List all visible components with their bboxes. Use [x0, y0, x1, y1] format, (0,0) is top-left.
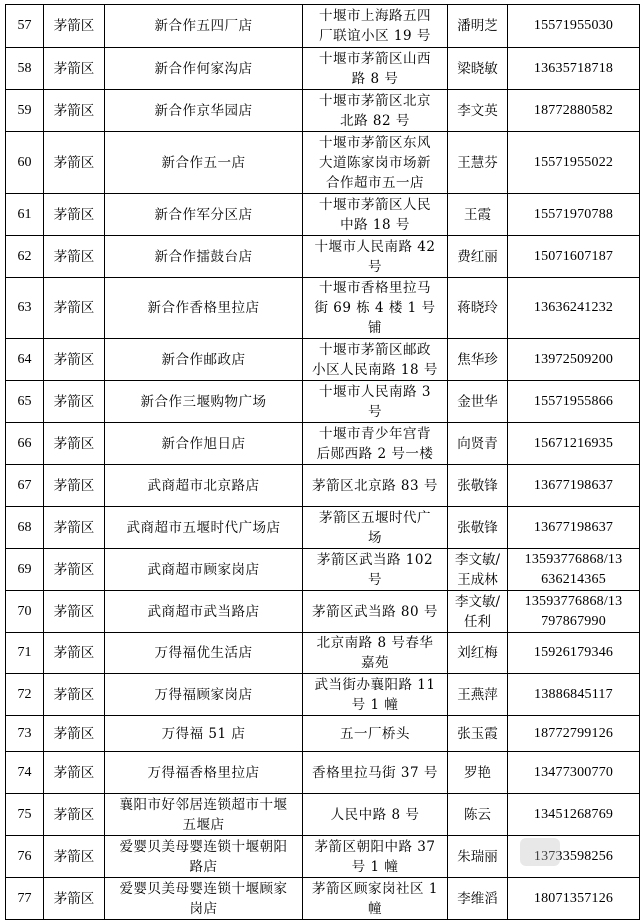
cell-contact: 王慧芬: [448, 132, 508, 194]
cell-no: 74: [6, 752, 44, 794]
cell-district: 茅箭区: [44, 339, 105, 381]
cell-store: 新合作擂鼓台店: [105, 236, 303, 278]
cell-phone: 13593776868/13 636214365: [508, 549, 640, 591]
cell-district: 茅箭区: [44, 752, 105, 794]
table-row: [6, 5, 640, 48]
cell-store: 万得福 51 店: [105, 716, 303, 752]
cell-no: 57: [6, 5, 44, 48]
cell-contact: 王霞: [448, 194, 508, 236]
cell-contact: 李文敏/ 任利: [448, 591, 508, 633]
cell-store: 万得福优生活店: [105, 633, 303, 674]
table-row: [6, 752, 640, 794]
cell-store: 万得福顾家岗店: [105, 674, 303, 716]
cell-store: 新合作何家沟店: [105, 48, 303, 90]
cell-phone: 15571955866: [508, 381, 640, 423]
cell-phone: 15671216935: [508, 423, 640, 465]
cell-contact: 陈云: [448, 794, 508, 836]
cell-phone: 18071357126: [508, 878, 640, 920]
cell-store: 新合作旭日店: [105, 423, 303, 465]
cell-no: 69: [6, 549, 44, 591]
cell-contact: 蒋晓玲: [448, 278, 508, 339]
cell-no: 70: [6, 591, 44, 633]
cell-no: 77: [6, 878, 44, 920]
cell-district: 茅箭区: [44, 716, 105, 752]
cell-district: 茅箭区: [44, 132, 105, 194]
cell-store: 新合作香格里拉店: [105, 278, 303, 339]
cell-phone: 13477300770: [508, 752, 640, 794]
table-row: [6, 278, 640, 339]
table-row: [6, 507, 640, 549]
cell-address: 十堰市上海路五四 厂联谊小区 19 号: [303, 5, 448, 48]
cell-phone: 13451268769: [508, 794, 640, 836]
cell-store: 新合作五四厂店: [105, 5, 303, 48]
cell-phone: 13635718718: [508, 48, 640, 90]
cell-address: 十堰市茅箭区人民 中路 18 号: [303, 194, 448, 236]
cell-district: 茅箭区: [44, 90, 105, 132]
cell-store: 新合作五一店: [105, 132, 303, 194]
cell-store: 新合作三堰购物广场: [105, 381, 303, 423]
table-row: [6, 878, 640, 920]
cell-contact: 李维滔: [448, 878, 508, 920]
cell-no: 68: [6, 507, 44, 549]
cell-no: 71: [6, 633, 44, 674]
cell-address: 茅箭区武当路 102 号: [303, 549, 448, 591]
cell-district: 茅箭区: [44, 381, 105, 423]
cell-contact: 焦华珍: [448, 339, 508, 381]
cell-phone: 15926179346: [508, 633, 640, 674]
table-row: [6, 674, 640, 716]
cell-phone: 15071607187: [508, 236, 640, 278]
cell-store: 新合作京华园店: [105, 90, 303, 132]
cell-no: 66: [6, 423, 44, 465]
cell-contact: 罗艳: [448, 752, 508, 794]
cell-no: 72: [6, 674, 44, 716]
cell-phone: 13636241232: [508, 278, 640, 339]
cell-district: 茅箭区: [44, 48, 105, 90]
table-row: [6, 633, 640, 674]
cell-store: 新合作军分区店: [105, 194, 303, 236]
table-row: [6, 90, 640, 132]
cell-contact: 李文敏/ 王成林: [448, 549, 508, 591]
table-row: [6, 48, 640, 90]
cell-no: 61: [6, 194, 44, 236]
cell-store: 武商超市五堰时代广场店: [105, 507, 303, 549]
cell-contact: 王燕萍: [448, 674, 508, 716]
cell-store: 武商超市顾家岗店: [105, 549, 303, 591]
cell-phone: 13972509200: [508, 339, 640, 381]
cell-address: 茅箭区北京路 83 号: [303, 465, 448, 507]
cell-store: 爱婴贝美母婴连锁十堰顾家 岗店: [105, 878, 303, 920]
cell-no: 76: [6, 836, 44, 878]
cell-address: 十堰市茅箭区北京 北路 82 号: [303, 90, 448, 132]
table-row: [6, 132, 640, 194]
cell-store: 新合作邮政店: [105, 339, 303, 381]
cell-address: 十堰市人民南路 42 号: [303, 236, 448, 278]
cell-phone: 18772799126: [508, 716, 640, 752]
cell-no: 67: [6, 465, 44, 507]
cell-district: 茅箭区: [44, 236, 105, 278]
table-row: [6, 381, 640, 423]
table-row: [6, 591, 640, 633]
cell-store: 万得福香格里拉店: [105, 752, 303, 794]
table-row: [6, 465, 640, 507]
table-row: [6, 236, 640, 278]
cell-no: 75: [6, 794, 44, 836]
cell-district: 茅箭区: [44, 507, 105, 549]
store-table: [5, 4, 640, 920]
cell-address: 北京南路 8 号春华 嘉苑: [303, 633, 448, 674]
cell-address: 十堰市茅箭区东风 大道陈家岗市场新 合作超市五一店: [303, 132, 448, 194]
cell-contact: 张敬锋: [448, 465, 508, 507]
cell-phone: 15571955022: [508, 132, 640, 194]
cell-district: 茅箭区: [44, 5, 105, 48]
cell-address: 茅箭区武当路 80 号: [303, 591, 448, 633]
cell-district: 茅箭区: [44, 278, 105, 339]
cell-store: 襄阳市好邻居连锁超市十堰 五堰店: [105, 794, 303, 836]
cell-district: 茅箭区: [44, 878, 105, 920]
cell-no: 73: [6, 716, 44, 752]
cell-store: 爱婴贝美母婴连锁十堰朝阳 路店: [105, 836, 303, 878]
table-row: [6, 716, 640, 752]
cell-address: 十堰市青少年宫背 后郧西路 2 号一楼: [303, 423, 448, 465]
cell-no: 65: [6, 381, 44, 423]
cell-no: 64: [6, 339, 44, 381]
cell-district: 茅箭区: [44, 423, 105, 465]
cell-phone: 13593776868/13 797867990: [508, 591, 640, 633]
cell-contact: 张玉霞: [448, 716, 508, 752]
cell-district: 茅箭区: [44, 591, 105, 633]
cell-no: 63: [6, 278, 44, 339]
store-table-body: [6, 5, 640, 920]
store-table-container: [5, 4, 639, 920]
watermark-logo: [520, 838, 560, 866]
table-row: [6, 423, 640, 465]
cell-address: 十堰市人民南路 3 号: [303, 381, 448, 423]
cell-phone: 13886845117: [508, 674, 640, 716]
cell-district: 茅箭区: [44, 836, 105, 878]
cell-phone: 15571955030: [508, 5, 640, 48]
table-row: [6, 549, 640, 591]
cell-contact: 向贤青: [448, 423, 508, 465]
cell-address: 人民中路 8 号: [303, 794, 448, 836]
cell-no: 59: [6, 90, 44, 132]
cell-contact: 张敬锋: [448, 507, 508, 549]
cell-no: 60: [6, 132, 44, 194]
cell-address: 武当街办襄阳路 11 号 1 幢: [303, 674, 448, 716]
cell-district: 茅箭区: [44, 674, 105, 716]
cell-contact: 潘明芝: [448, 5, 508, 48]
cell-no: 58: [6, 48, 44, 90]
cell-phone: 18772880582: [508, 90, 640, 132]
cell-store: 武商超市武当路店: [105, 591, 303, 633]
table-row: [6, 339, 640, 381]
cell-phone: 13733598256: [508, 836, 640, 878]
cell-address: 十堰市茅箭区山西 路 8 号: [303, 48, 448, 90]
cell-district: 茅箭区: [44, 633, 105, 674]
cell-address: 香格里拉马街 37 号: [303, 752, 448, 794]
cell-contact: 刘红梅: [448, 633, 508, 674]
cell-phone: 15571970788: [508, 194, 640, 236]
cell-address: 茅箭区顾家岗社区 1 幢: [303, 878, 448, 920]
cell-contact: 金世华: [448, 381, 508, 423]
cell-contact: 费红丽: [448, 236, 508, 278]
cell-contact: 朱瑞丽: [448, 836, 508, 878]
cell-store: 武商超市北京路店: [105, 465, 303, 507]
cell-district: 茅箭区: [44, 194, 105, 236]
cell-district: 茅箭区: [44, 465, 105, 507]
cell-address: 十堰市茅箭区邮政 小区人民南路 18 号: [303, 339, 448, 381]
cell-contact: 梁晓敏: [448, 48, 508, 90]
cell-address: 五一厂桥头: [303, 716, 448, 752]
cell-phone: 13677198637: [508, 465, 640, 507]
cell-phone: 13677198637: [508, 507, 640, 549]
table-row: [6, 194, 640, 236]
cell-address: 十堰市香格里拉马 街 69 栋 4 楼 1 号铺: [303, 278, 448, 339]
cell-address: 茅箭区五堰时代广 场: [303, 507, 448, 549]
cell-address: 茅箭区朝阳中路 37 号 1 幢: [303, 836, 448, 878]
cell-contact: 李文英: [448, 90, 508, 132]
cell-district: 茅箭区: [44, 794, 105, 836]
cell-district: 茅箭区: [44, 549, 105, 591]
cell-no: 62: [6, 236, 44, 278]
table-row: [6, 794, 640, 836]
